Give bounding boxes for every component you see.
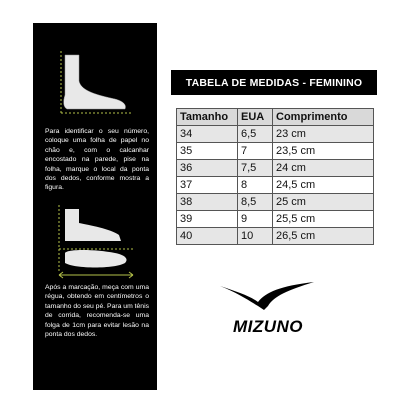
foot-side-view-icon — [57, 51, 133, 121]
cell-comprimento: 24 cm — [273, 160, 374, 177]
cell-eua: 10 — [238, 228, 273, 245]
table-row — [177, 177, 374, 194]
cell-tamanho: 40 — [177, 228, 238, 245]
cell-comprimento: 25,5 cm — [273, 211, 374, 228]
instruction-step-2: Após a marcação, meça com uma régua, obtendo em centímetros o tamanho do seu pé. Para um tênis de corrida, recomenda-se uma folga de 1cm para evitar lesão na ponta dos dedos. — [45, 284, 149, 339]
table-title: TABELA DE MEDIDAS - FEMININO — [171, 70, 377, 95]
cell-eua: 7 — [238, 143, 273, 160]
instruction-step-1: Para identificar o seu número, coloque uma folha de papel no chão e, com o calcanhar encostado na parede, pise na folha, marque o local da ponta dos dedos, conforme mostra a figura. — [45, 128, 149, 192]
cell-tamanho: 34 — [177, 126, 238, 143]
table-header-row — [177, 109, 374, 126]
cell-eua: 8 — [238, 177, 273, 194]
column-header-tamanho: Tamanho — [177, 109, 238, 126]
table-row — [177, 143, 374, 160]
cell-eua: 7,5 — [238, 160, 273, 177]
cell-eua: 9 — [238, 211, 273, 228]
instructions-panel — [33, 23, 157, 390]
mizuno-logo — [218, 280, 318, 340]
cell-comprimento: 23 cm — [273, 126, 374, 143]
table-row — [177, 211, 374, 228]
table-row — [177, 126, 374, 143]
cell-tamanho: 37 — [177, 177, 238, 194]
table-row — [177, 228, 374, 245]
cell-tamanho: 39 — [177, 211, 238, 228]
cell-tamanho: 35 — [177, 143, 238, 160]
cell-comprimento: 25 cm — [273, 194, 374, 211]
runbird-icon — [220, 282, 314, 310]
cell-comprimento: 26,5 cm — [273, 228, 374, 245]
cell-eua: 6,5 — [238, 126, 273, 143]
column-header-comprimento: Comprimento — [273, 109, 374, 126]
cell-comprimento: 23,5 cm — [273, 143, 374, 160]
foot-top-view-icon — [55, 205, 137, 281]
cell-tamanho: 38 — [177, 194, 238, 211]
table-row — [177, 194, 374, 211]
size-table — [176, 108, 374, 245]
cell-eua: 8,5 — [238, 194, 273, 211]
logo-wordmark: MIZUNO — [232, 317, 304, 336]
column-header-eua: EUA — [238, 109, 273, 126]
table-row — [177, 160, 374, 177]
cell-tamanho: 36 — [177, 160, 238, 177]
cell-comprimento: 24,5 cm — [273, 177, 374, 194]
